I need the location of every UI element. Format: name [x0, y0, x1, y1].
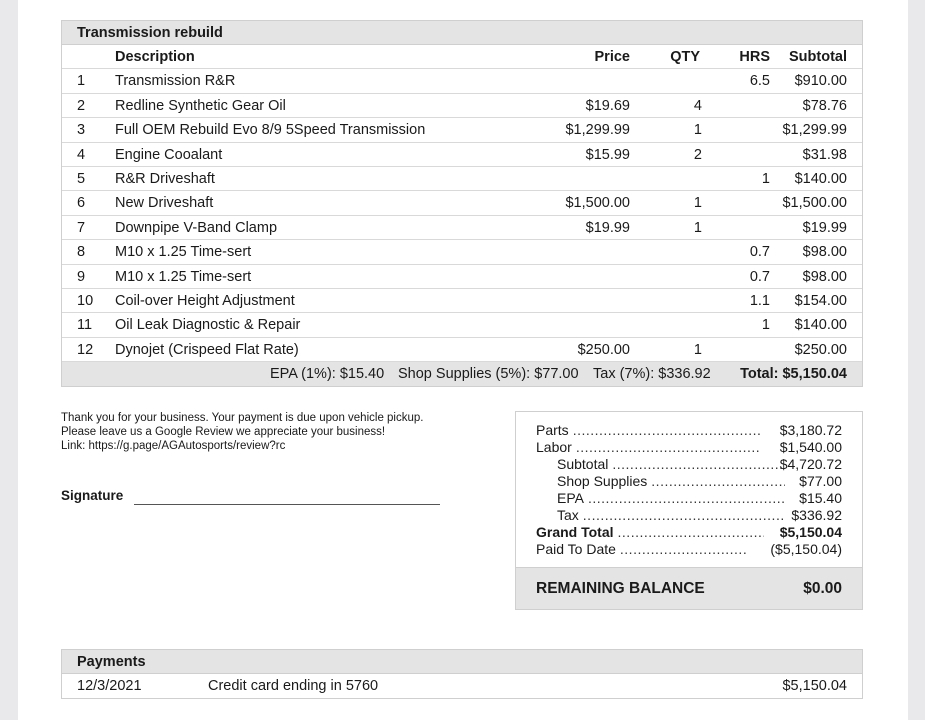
- table-row: [62, 94, 862, 118]
- summary-tax: [516, 507, 862, 524]
- summary-value: ($5,150.04): [770, 541, 842, 557]
- row-number: 11: [77, 317, 93, 334]
- row-number: 1: [77, 73, 86, 90]
- row-number: 3: [77, 122, 86, 139]
- row-subtotal: $154.00: [794, 292, 847, 309]
- row-qty: 1: [693, 219, 702, 236]
- summary-paid-to-date: [516, 541, 862, 558]
- table-row: [62, 167, 862, 191]
- grand-total: Total: $5,150.04: [740, 366, 847, 383]
- totals-row: [62, 362, 862, 386]
- row-price: $19.99: [585, 219, 630, 236]
- payment-amount: $5,150.04: [782, 678, 847, 694]
- row-subtotal: $250.00: [794, 341, 847, 358]
- summary-value: $3,180.72: [779, 422, 842, 438]
- payments-table: [61, 649, 863, 699]
- row-description: R&R Driveshaft: [115, 170, 215, 187]
- note-line: Please leave us a Google Review we appreciate your business!: [61, 426, 386, 438]
- table-row: [62, 674, 862, 698]
- summary-label: Tax: [557, 507, 579, 523]
- header-subtotal: Subtotal: [789, 49, 847, 65]
- row-qty: 1: [693, 195, 702, 212]
- table-row: [62, 313, 862, 337]
- row-number: 7: [77, 219, 86, 236]
- line-items-table: [61, 20, 863, 387]
- row-number: 12: [77, 341, 94, 358]
- row-description: Transmission R&R: [115, 73, 236, 90]
- row-hrs: 1: [761, 317, 770, 334]
- summary-label: Labor: [536, 439, 572, 455]
- row-subtotal: $78.76: [802, 97, 847, 114]
- row-qty: 2: [693, 146, 702, 163]
- balance-summary: [515, 411, 863, 610]
- invoice-page: [18, 0, 908, 720]
- row-description: Downpipe V-Band Clamp: [115, 219, 278, 236]
- row-subtotal: $140.00: [794, 317, 847, 334]
- row-subtotal: $1,500.00: [782, 195, 847, 212]
- summary-label: EPA: [557, 490, 584, 506]
- shop-supplies-total: Shop Supplies (5%): $77.00: [398, 366, 579, 383]
- row-price: $19.69: [585, 97, 630, 114]
- row-hrs: 1.1: [749, 292, 770, 309]
- row-number: 2: [77, 97, 86, 114]
- table-row: [62, 69, 862, 93]
- summary-value: $77.00: [799, 473, 842, 489]
- table-header-row: [62, 45, 862, 69]
- summary-subtotal: [516, 456, 862, 473]
- table-row: [62, 143, 862, 167]
- table-row: [62, 118, 862, 142]
- row-price: $15.99: [585, 146, 630, 163]
- summary-grand-total: [516, 524, 862, 541]
- row-price: $250.00: [577, 341, 630, 358]
- row-description: Redline Synthetic Gear Oil: [115, 97, 286, 114]
- summary-labor: [516, 439, 862, 456]
- epa-total: EPA (1%): $15.40: [270, 366, 385, 383]
- summary-shop-supplies: [516, 473, 862, 490]
- row-description: M10 x 1.25 Time-sert: [115, 244, 252, 261]
- table-row: [62, 289, 862, 313]
- row-subtotal: $1,299.99: [782, 122, 847, 139]
- header-hrs: HRS: [739, 49, 770, 65]
- row-number: 5: [77, 170, 86, 187]
- row-price: $1,500.00: [565, 195, 630, 212]
- table-row: [62, 240, 862, 264]
- row-description: M10 x 1.25 Time-sert: [115, 268, 252, 285]
- row-subtotal: $910.00: [794, 73, 847, 90]
- summary-value: $336.92: [791, 507, 842, 523]
- summary-parts: [516, 422, 862, 439]
- remaining-balance-label: REMAINING BALANCE: [536, 580, 705, 597]
- table-row: [62, 216, 862, 240]
- header-qty: QTY: [670, 49, 700, 65]
- section-title: Transmission rebuild: [62, 21, 862, 45]
- payment-date: 12/3/2021: [77, 678, 142, 694]
- table-row: [62, 338, 862, 362]
- row-number: 8: [77, 244, 86, 261]
- signature-block: [61, 488, 461, 508]
- row-qty: 1: [693, 122, 702, 139]
- row-description: New Driveshaft: [115, 195, 214, 212]
- row-price: $1,299.99: [565, 122, 630, 139]
- row-hrs: 1: [761, 170, 770, 187]
- summary-epa: [516, 490, 862, 507]
- payment-description: Credit card ending in 5760: [208, 678, 379, 694]
- row-subtotal: $31.98: [802, 146, 847, 163]
- summary-value: $15.40: [799, 490, 842, 506]
- row-qty: 4: [693, 97, 702, 114]
- row-subtotal: $19.99: [802, 219, 847, 236]
- summary-label: Subtotal: [557, 456, 609, 472]
- summary-value: $4,720.72: [779, 456, 842, 472]
- table-row: [62, 191, 862, 215]
- row-number: 6: [77, 195, 86, 212]
- row-hrs: 6.5: [749, 73, 770, 90]
- row-hrs: 0.7: [749, 268, 770, 285]
- row-subtotal: $140.00: [794, 170, 847, 187]
- row-qty: 1: [693, 341, 702, 358]
- row-subtotal: $98.00: [802, 268, 847, 285]
- summary-value: $1,540.00: [779, 439, 842, 455]
- row-description: Oil Leak Diagnostic & Repair: [115, 317, 301, 334]
- payments-title: Payments: [62, 650, 862, 674]
- note-line: Thank you for your business. Your payment is due upon vehicle pickup.: [61, 412, 424, 424]
- thank-you-note: [61, 411, 481, 453]
- signature-label: Signature: [61, 488, 124, 503]
- remaining-balance: [516, 567, 862, 609]
- row-description: Coil-over Height Adjustment: [115, 292, 295, 309]
- row-description: Full OEM Rebuild Evo 8/9 5Speed Transmission: [115, 122, 426, 139]
- row-subtotal: $98.00: [802, 244, 847, 261]
- summary-label: Grand Total: [536, 524, 614, 540]
- row-hrs: 0.7: [749, 244, 770, 261]
- tax-total: Tax (7%): $336.92: [593, 366, 711, 383]
- row-number: 10: [77, 292, 94, 309]
- header-description: Description: [115, 49, 195, 65]
- summary-label: Parts: [536, 422, 569, 438]
- summary-value: $5,150.04: [779, 524, 842, 540]
- row-description: Dynojet (Crispeed Flat Rate): [115, 341, 299, 358]
- table-row: [62, 265, 862, 289]
- signature-line[interactable]: [134, 504, 440, 505]
- remaining-balance-value: $0.00: [803, 580, 842, 597]
- row-number: 9: [77, 268, 86, 285]
- summary-label: Paid To Date: [536, 541, 616, 557]
- header-price: Price: [594, 49, 630, 65]
- summary-label: Shop Supplies: [557, 473, 648, 489]
- row-description: Engine Cooalant: [115, 146, 223, 163]
- row-number: 4: [77, 146, 86, 163]
- review-link: Link: https://g.page/AGAutosports/review?rc: [61, 440, 286, 452]
